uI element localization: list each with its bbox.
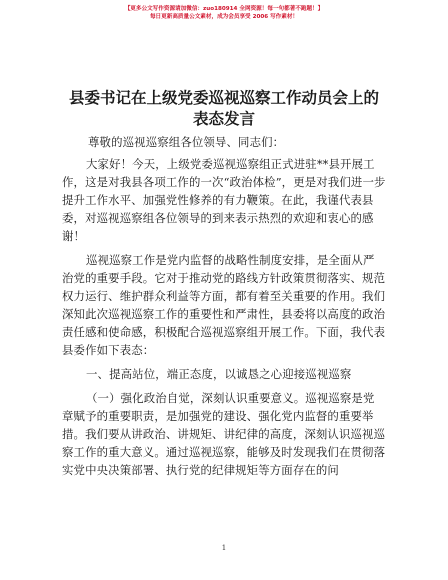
page-number: 1 [221, 544, 227, 552]
paragraph-importance: 巡视巡察工作是党内监督的战略性制度安排，是全面从严治党的重要手段。它对于推动党的路线方针政策贯彻落实、规范权力运行、维护群众利益等方面，都有着至关重要的作用。我们深知此次巡视巡察工作的重要性和严肃性，县委将以高度的政治责任感和使命感，积极配合巡视巡察组开展工作。下面，我代表县委作如下表态： [62, 253, 386, 357]
paragraph-welcome: 大家好！今天，上级党委巡视巡察组正式进驻**县开展工作，这是对我县各项工作的一次“政治体检”，更是对我们进一步提升工作水平、加强党性修养的有力鞭策。在此，我谨代表县委，对巡视巡察组各位领导的到来表示热烈的欢迎和衷心的感谢！ [62, 157, 386, 243]
title-line2: 表态发言 [192, 110, 255, 128]
promo-banner-line2: 每日更新高质量公文素材，成为会员享受 2006 写作素材！ [149, 14, 299, 20]
document-body [62, 155, 386, 479]
title-line1: 县委书记在上级党委巡视巡察工作动员会上的 [68, 89, 379, 107]
salutation: 尊敬的巡视巡察组各位领导、同志们： [88, 135, 285, 149]
paragraph-political-awareness: （一）强化政治自觉，深刻认识重要意义。巡视巡察是党章赋予的重要职责，是加强党的建设、强化党内监督的重要举措。我们要从讲政治、讲规矩、讲纪律的高度，深刻认识巡视巡察工作的重大意义。通过巡视巡察，能够及时发现我们在贯彻落实党中央决策部署、执行党的纪律规矩等方面存在的问 [62, 391, 386, 477]
promo-banner [0, 5, 448, 21]
section-heading-1: 一、提高站位，端正态度，以诚恳之心迎接巡视巡察 [86, 367, 352, 381]
document-title [0, 88, 448, 130]
promo-banner-line1: 【更多公文写作资源请加微信：zuo180914 全网资源！每一句都著不跑题！】 [124, 6, 324, 12]
